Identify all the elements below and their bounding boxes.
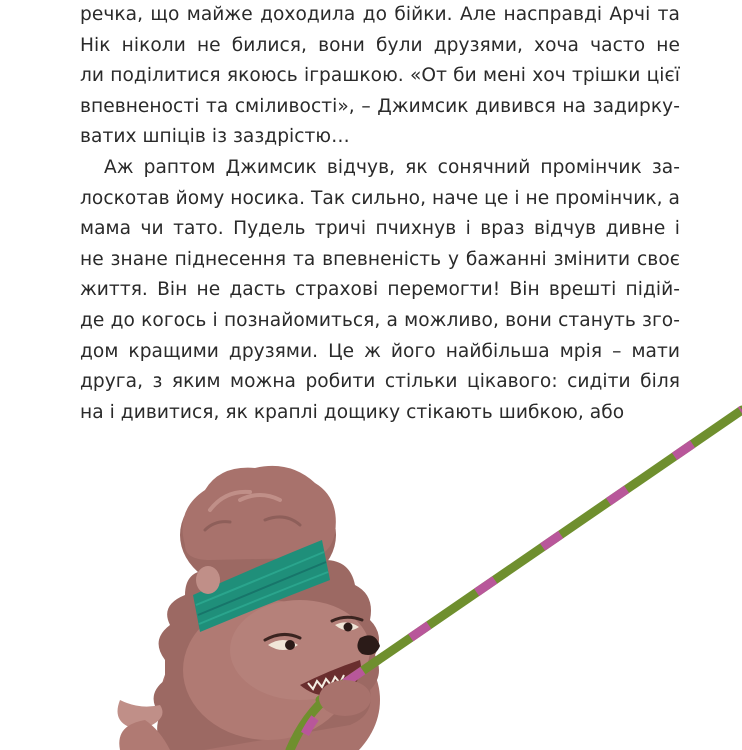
text-line: життя. Він не дасть страхові перемогти! Він врешті підій-: [80, 279, 680, 301]
text-line: мама чи тато. Пудель тричі пчихнув і враз відчув дивне і: [80, 218, 680, 240]
dog-with-leash-icon: [0, 400, 742, 750]
text-line: дом кращими друзями. Це ж його найбільша мрія – мати: [80, 340, 680, 362]
text-line: речка, що майже доходила до бійки. Але насправді Арчі та: [80, 4, 680, 25]
text-line: не знане піднесення та впевненість у бажанні змінити своє: [80, 248, 680, 270]
text-line: Аж раптом Джимсик відчув, як сонячний промінчик за-: [104, 156, 680, 178]
text-line: на і дивитися, як краплі дощику стікають шибкою, або: [80, 401, 625, 423]
text-line: впевненості та сміливості», – Джимсик дивився на задирку-: [80, 95, 680, 117]
text-line: ватих шпіців із заздрістю…: [80, 126, 350, 148]
dog-ear: [196, 566, 220, 594]
dog-paw: [319, 680, 371, 716]
text-line: лоскотав йому носика. Так сильно, наче це і не промінчик, а: [80, 187, 680, 209]
text-line: ли поділитися якоюсь іграшкою. «От би мені хоч трішки цієї: [80, 65, 680, 87]
text-line: де до когось і познайомиться, а можливо, вони стануть зго-: [80, 309, 680, 331]
text-line: Нік ніколи не билися, вони були друзями, хоча часто не: [80, 34, 680, 56]
text-line: друга, з яким можна робити стільки цікавого: сидіти біля: [80, 371, 680, 393]
story-text: [80, 0, 680, 428]
